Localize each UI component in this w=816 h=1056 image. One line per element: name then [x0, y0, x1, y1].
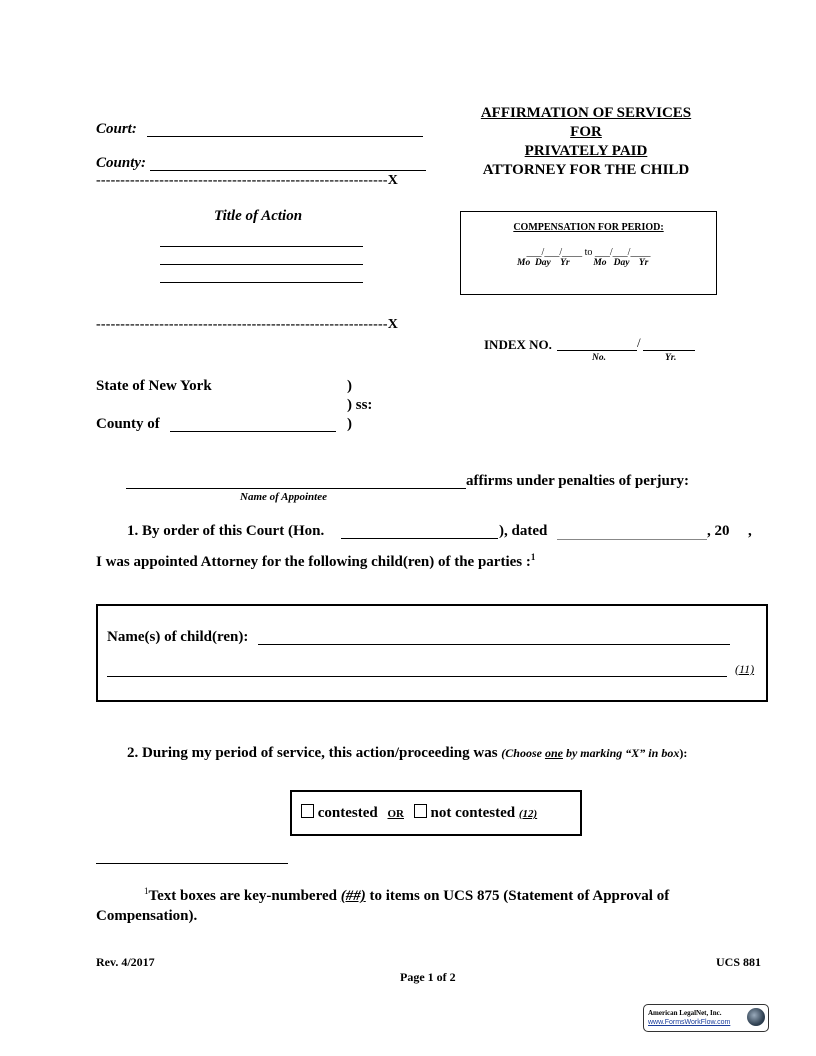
- order-text: 1. By order of this Court (Hon.: [127, 523, 325, 539]
- contested-question: 2. During my period of service, this action/proceeding was (Choose one by marking “X” in box):: [127, 745, 688, 761]
- index-yr-caption: Yr.: [665, 353, 677, 363]
- contested-options: [301, 804, 537, 822]
- children-names-field-2[interactable]: [107, 660, 727, 677]
- appointee-name-field[interactable]: [126, 472, 466, 489]
- title-of-action-label: Title of Action: [214, 208, 303, 224]
- court-field[interactable]: [147, 119, 423, 137]
- caption-divider-bottom: ------------------------------------------------------------X: [96, 317, 399, 332]
- caption-divider-top: ------------------------------------------------------------X: [96, 173, 399, 188]
- county-field[interactable]: [150, 153, 426, 171]
- title-line-1: AFFIRMATION OF SERVICES: [480, 105, 692, 121]
- judge-name-field[interactable]: [341, 522, 498, 539]
- contested-checkbox[interactable]: [301, 804, 314, 818]
- affirms-text: affirms under penalties of perjury:: [466, 473, 690, 489]
- form-number: UCS 881: [716, 955, 762, 969]
- county-of-label: County of: [96, 416, 160, 432]
- footnote-number: 1: [144, 886, 149, 896]
- county-of-field[interactable]: [170, 416, 336, 432]
- logo-url[interactable]: www.FormsWorkFlow.com: [648, 1019, 731, 1026]
- american-legalnet-logo[interactable]: [643, 1004, 769, 1032]
- title-line-2: FOR: [570, 124, 602, 140]
- contested-label: contested: [317, 805, 378, 821]
- compensation-date-labels: Mo Day Yr Mo Day Yr: [517, 258, 649, 268]
- title-of-action-line-1[interactable]: [160, 246, 363, 247]
- dated-text: ), dated: [499, 523, 548, 539]
- children-names-box: [96, 604, 768, 702]
- index-number-field[interactable]: [557, 336, 637, 351]
- venue-paren-2: ): [347, 416, 352, 432]
- children-key-number: (11): [735, 662, 755, 676]
- order-date-field[interactable]: [557, 525, 707, 540]
- title-line-4: ATTORNEY FOR THE CHILD: [482, 162, 690, 178]
- not-contested-label: not contested: [430, 805, 516, 821]
- or-label: OR: [387, 808, 404, 820]
- title-of-action-line-2[interactable]: [160, 264, 363, 265]
- compensation-period-box: [460, 211, 717, 295]
- index-no-caption: No.: [592, 353, 606, 363]
- venue-paren-1: ): [347, 378, 352, 394]
- document-title: [460, 104, 712, 180]
- appointment-text: I was appointed Attorney for the following child(ren) of the parties :$^1$: [96, 552, 536, 570]
- county-label: County:: [96, 155, 147, 171]
- index-slash: /: [637, 335, 641, 350]
- title-of-action-line-3[interactable]: [160, 282, 363, 283]
- order-year-text: , 20: [707, 523, 730, 539]
- children-label: Name(s) of child(ren):: [107, 629, 249, 645]
- court-label: Court:: [96, 121, 137, 137]
- order-year-comma: ,: [748, 523, 752, 539]
- footnote-separator: [96, 863, 288, 864]
- index-year-field[interactable]: [643, 336, 695, 351]
- title-line-3: PRIVATELY PAID: [524, 143, 648, 159]
- globe-icon: [747, 1008, 765, 1026]
- footnote-text: $^1$Text boxes are key-numbered (##) to items on UCS 875 (Statement of Approval of Compensation).: [96, 886, 670, 924]
- index-no-label: INDEX NO.: [484, 337, 552, 352]
- state-label: State of New York: [96, 378, 212, 394]
- appointee-name-caption: Name of Appointee: [240, 491, 327, 503]
- compensation-heading: COMPENSATION FOR PERIOD:: [513, 222, 664, 233]
- contested-key-number: (12): [518, 808, 538, 820]
- venue-ss: ) ss:: [347, 397, 373, 413]
- revision-date: Rev. 4/2017: [96, 955, 155, 969]
- page-number: Page 1 of 2: [400, 970, 456, 984]
- children-names-field-1[interactable]: [258, 628, 730, 645]
- footnote-ref-1: 1: [530, 552, 536, 562]
- compensation-date-range[interactable]: ___/___/____ to ___/___/____: [526, 247, 651, 258]
- logo-company-name: American LegalNet, Inc.: [648, 1009, 722, 1017]
- not-contested-checkbox[interactable]: [414, 804, 427, 818]
